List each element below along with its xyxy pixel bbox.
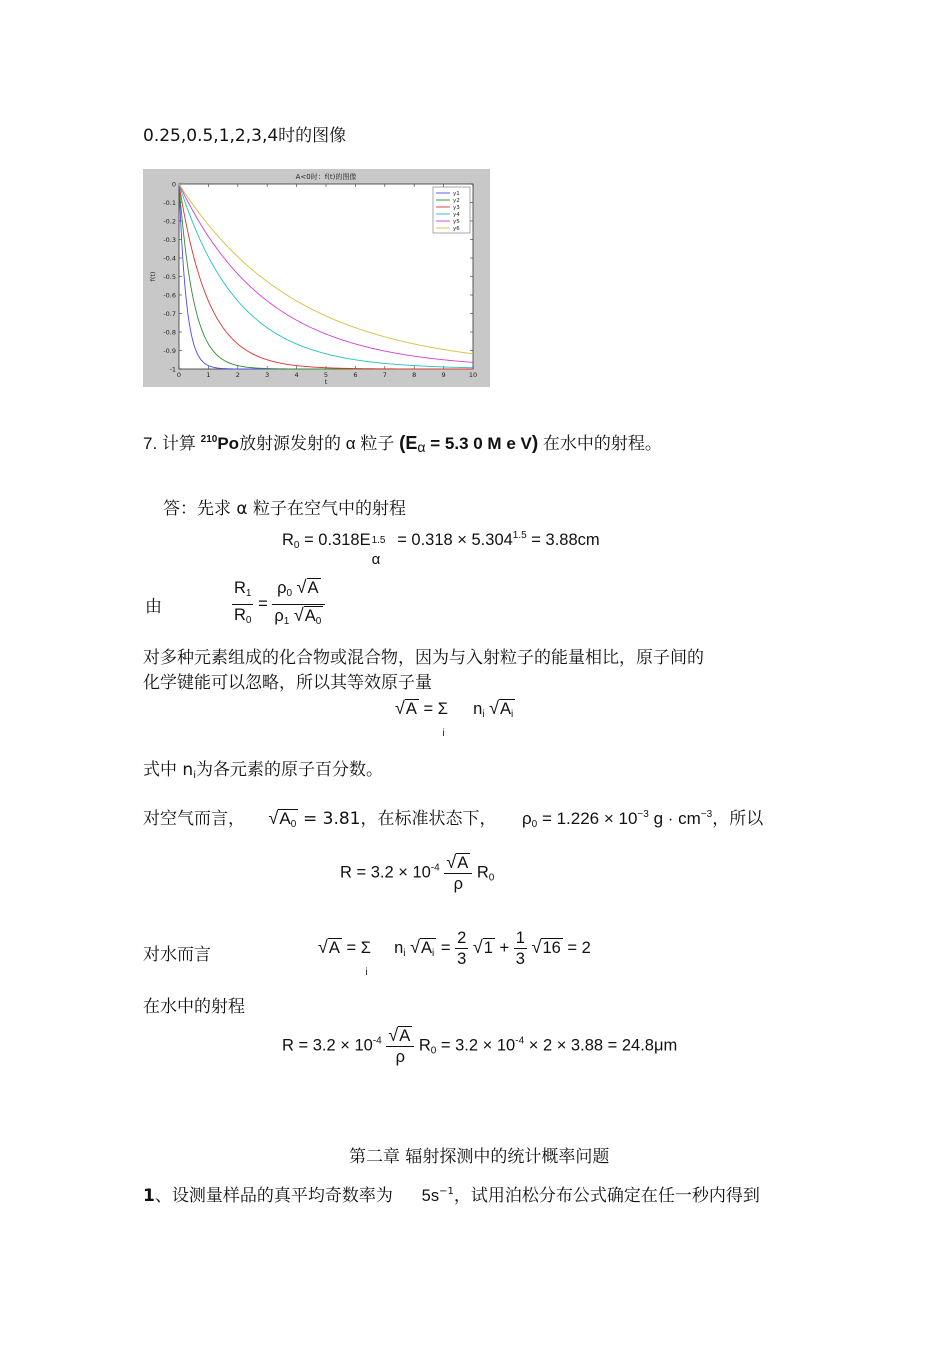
- y-tick-label: -0.4: [163, 254, 176, 263]
- legend-label-y1: y1: [453, 191, 460, 198]
- legend-box: [433, 187, 470, 233]
- eq-water: √A = Σ i $n_i$ $√A_i$ = $\frac{2}{3}$ √1 + $\frac{1}{3}$ √16 = 2: [318, 929, 591, 978]
- x-tick-label: 6: [353, 371, 358, 379]
- x-tick-label: 7: [382, 371, 387, 379]
- y-tick-label: -0.3: [163, 236, 176, 244]
- x-tick-label: 0: [176, 371, 182, 379]
- x-tick-label: 8: [412, 371, 417, 379]
- eq-ratio: $\frac{R_1}{R_0}$ = $\frac{\rho_0 √A}{\rho_1 √A_0}$: [232, 577, 325, 632]
- chapter-title: 第二章 辐射探测中的统计概率问题: [349, 1147, 610, 1167]
- you-label: 由: [145, 597, 162, 617]
- x-tick-label: 9: [441, 371, 446, 379]
- y-tick-label: -0.1: [163, 199, 176, 207]
- y-axis-label: f(t): [149, 271, 157, 282]
- intro-line: 0.25,0.5,1,2,3,4时的图像: [143, 126, 347, 146]
- y-tick-label: -0.8: [163, 328, 176, 337]
- isotope-mass: 210: [200, 434, 218, 445]
- eq-final: $R = 3.2 \times 10^{-4}$ $\frac{√A}{\rho}$ $R_0 = 3.2 \times 10^{-4} \times 2 \times 3.88 = 24.8\mu m$: [282, 1025, 678, 1066]
- energy-sub: α: [417, 439, 426, 455]
- y-tick-label: 0: [171, 180, 176, 189]
- question-1: 1、设测量样品的真平均奇数率为 $5s^{-1}$，试用泊松分布公式确定在任一秒内得到: [143, 1186, 760, 1206]
- range-label: 在水中的射程: [143, 997, 245, 1017]
- water-label: 对水而言: [143, 945, 211, 965]
- chart-title: A<0时：f(t)的图像: [295, 173, 357, 181]
- answer-intro: 答：先求 α 粒子在空气中的射程: [163, 499, 407, 519]
- problem-7-text1: 放射源发射的 α 粒子: [239, 434, 395, 453]
- legend-label-y2: y2: [453, 198, 460, 205]
- plot-area: [179, 184, 473, 369]
- eq-sum: √A = Σ i $n_i$ $√A_i$: [395, 698, 514, 739]
- x-tick-label: 3: [265, 371, 270, 379]
- para-line1: 对多种元素组成的化合物或混合物，因为与入射粒子的能量相比，原子间的: [143, 648, 704, 668]
- y-tick-label: -0.7: [163, 310, 176, 318]
- energy-symbol: E: [405, 433, 418, 453]
- x-tick-label: 10: [468, 371, 478, 379]
- air-line: 对空气而言， $√A_0 = 3.81$，在标准状态下， $\rho_0 = 1.226 \times 10^{-3}$ $g \cdot cm^{-3}$，所以: [143, 804, 763, 834]
- legend-label-y6: y6: [453, 226, 460, 233]
- x-tick-label: 1: [206, 371, 211, 379]
- problem-7-label: 7. 计算: [143, 434, 196, 453]
- chart-svg: [143, 169, 490, 387]
- problem-7: 7. 计算 $^{210}$Po放射源发射的 α 粒子 ($E_\alpha = 5.3$ 0 M e V) 在水中的射程。: [143, 433, 662, 455]
- ni-line: 式中 $n_i$为各元素的原子百分数。: [143, 760, 383, 781]
- problem-7-text2: 在水中的射程。: [542, 434, 662, 453]
- x-axis-label: t: [324, 378, 328, 386]
- y-tick-label: -0.6: [163, 291, 176, 300]
- isotope: Po: [217, 434, 240, 453]
- legend-label-y3: y3: [453, 205, 460, 212]
- y-tick-label: -0.5: [163, 273, 176, 281]
- y-tick-label: -1: [169, 365, 176, 374]
- x-tick-label: 5: [323, 371, 329, 379]
- x-tick-label: 2: [235, 371, 240, 379]
- eq-air-range: $R_0 = 0.318E$ 1.5 α = $0.318 \times 5.304^{1.5} = 3.88cm$: [282, 530, 600, 568]
- energy-value: = 5.3 0 M e V: [430, 434, 532, 453]
- decay-chart: [143, 169, 490, 387]
- y-tick-label: -0.9: [163, 347, 176, 355]
- para-line2: 化学键能可以忽略，所以其等效原子量: [143, 673, 432, 693]
- y-tick-label: -0.2: [163, 217, 176, 226]
- eq-R: $R = 3.2 \times 10^{-4}$ $\frac{√A}{\rho}$ $R_0$: [340, 852, 495, 893]
- legend-label-y4: y4: [453, 212, 460, 219]
- x-tick-label: 4: [294, 371, 299, 379]
- legend-label-y5: y5: [453, 219, 460, 226]
